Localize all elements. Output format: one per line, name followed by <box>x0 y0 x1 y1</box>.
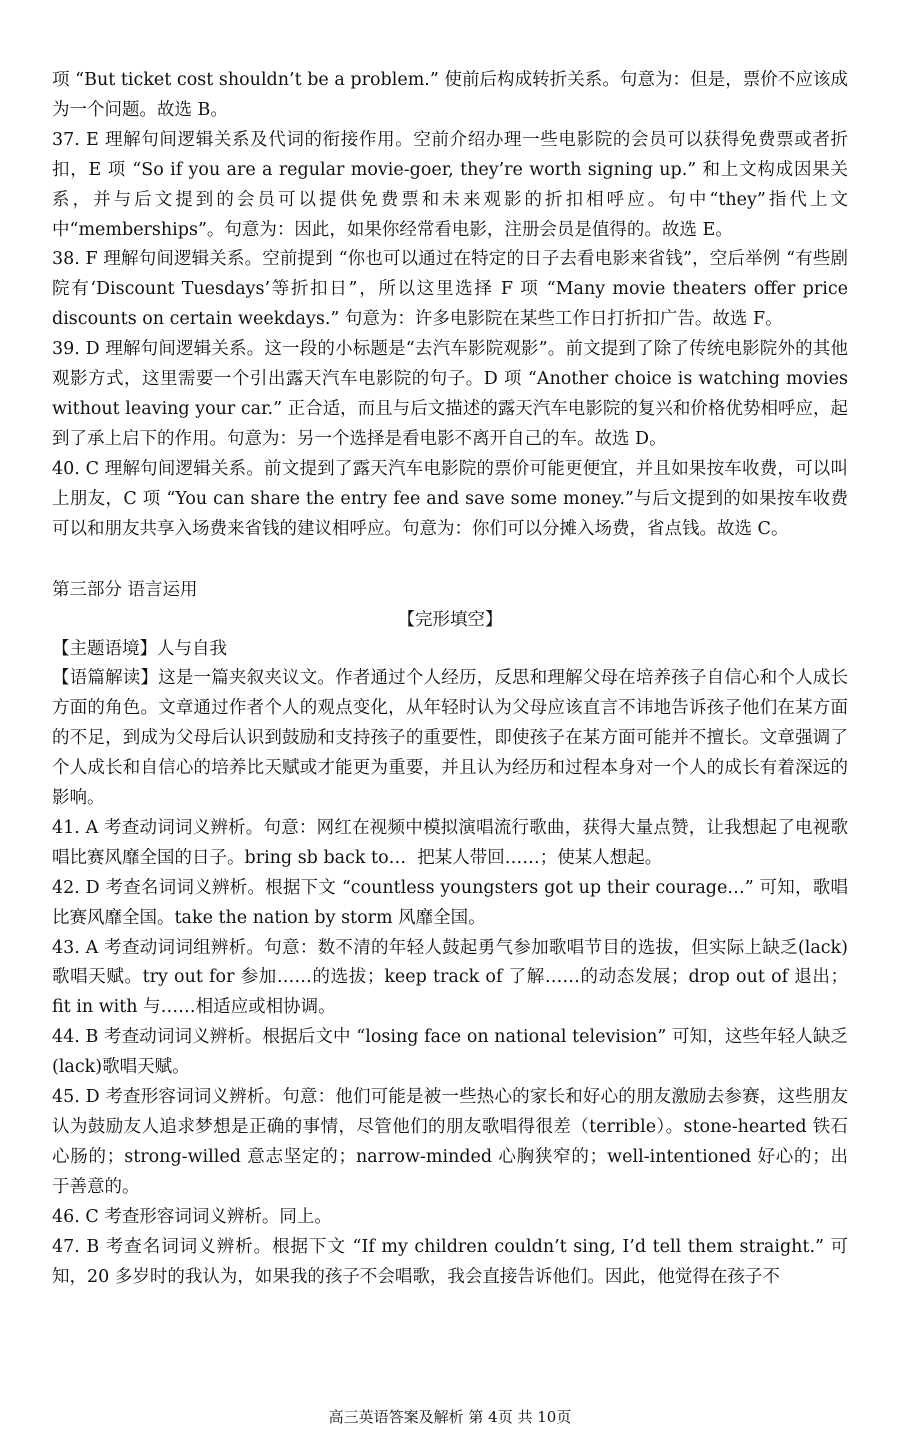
paragraph-47: 47. B 考查名词词义辨析。根据下文 “If my children couldn’t sing, I’d tell them straight.” 可知，20 多岁时的我认为，如果我的孩子不会唱歌，我会直接告诉他们。因此，他觉得在孩子不 <box>52 1236 848 1287</box>
section-title: 第三部分 语言运用 <box>52 579 198 600</box>
paragraph-41: 41. A 考查动词词义辨析。句意：网红在视频中模拟演唱流行歌曲，获得大量点赞，让我想起了电视歌唱比赛风靡全国的日子。bring sb back to… 把某人带回……；使某人想起。 <box>52 817 848 868</box>
paragraph-46: 46. C 考查形容词词义辨析。同上。 <box>52 1206 332 1227</box>
passage-analysis: 【语篇解读】这是一篇夹叙夹议文。作者通过个人经历，反思和理解父母在培养孩子自信心和个人成长方面的角色。文章通过作者个人的观点变化，从年轻时认为父母应该直言不讳地告诉孩子他们在某方面的不足，到成为父母后认识到鼓励和支持孩子的重要性，即使孩子在某方面可能并不擅长。文章强调了个人成长和自信心的培养比天赋或才能更为重要，并且认为经历和过程本身对一个人的成长有着深远的影响。 <box>52 668 848 809</box>
paragraph-39: 39. D 理解句间逻辑关系。这一段的小标题是“去汽车影院观影”。前文提到了除了传统电影院外的其他观影方式，这里需要一个引出露天汽车电影院的句子。D 项 “Another choice is watching movies without leaving your car.” 正合适，而且与后文描述的露天汽车电影院的复兴和价格优势相呼应，起到了承上启下的作用。句意为：另一个选择是看电影不离开自己的车。故选 D。 <box>52 339 854 449</box>
paragraph-40: 40. C 理解句间逻辑关系。前文提到了露天汽车电影院的票价可能更便宜，并且如果按车收费，可以叫上朋友，C 项 “You can share the entry fee and save some money.”与后文提到的如果按车收费可以和朋友共享入场费来省钱的建议相呼应。句意为：你们可以分摊入场费，省点钱。故选 C。 <box>52 458 848 539</box>
paragraph-45: 45. D 考查形容词词义辨析。句意：他们可能是被一些热心的家长和好心的朋友激励去参赛，这些朋友认为鼓励友人追求梦想是正确的事情，尽管他们的朋友歌唱得很差（terrible）。stone-hearted 铁石心肠的；strong-willed 意志坚定的；narrow-minded 心胸狭窄的；well-intentioned 好心的；出于善意的。 <box>52 1087 848 1197</box>
paragraph-42: 42. D 考查名词词义辨析。根据下文 “countless youngsters got up their courage…” 可知，歌唱比赛风靡全国。take the nation by storm 风靡全国。 <box>52 877 848 928</box>
theme-context: 【主题语境】人与自我 <box>52 638 227 659</box>
paragraph-43: 43. A 考查动词词组辨析。句意：数不清的年轻人鼓起勇气参加歌唱节目的选拔，但实际上缺乏(lack)歌唱天赋。try out for 参加……的选拔；keep track of 了解……的动态发展；drop out of 退出；fit in with 与……相适应或相协调。 <box>52 937 848 1018</box>
paragraph-44: 44. B 考查动词词义辨析。根据后文中 “losing face on national television” 可知，这些年轻人缺乏(lack)歌唱天赋。 <box>52 1027 848 1078</box>
page-footer: 高三英语答案及解析 第 4页 共 10页 <box>328 1408 572 1426</box>
section-gap <box>52 545 848 575</box>
subsection-title: 【完形填空】 <box>397 609 503 630</box>
paragraph-37: 37. E 理解句间逻辑关系及代词的衔接作用。空前介绍办理一些电影院的会员可以获得免费票或者折扣，E 项 “So if you are a regular movie-goer, they’re worth signing up.” 和上文构成因果关系，并与后文提到的会员可以提供免费票和未来观影的折扣相呼应。句中“they”指代上文中“memberships”。句意为：因此，如果你经常看电影，注册会员是值得的。故选 E。 <box>52 129 848 240</box>
answer-page <box>52 66 854 1292</box>
paragraph-36-end: 项 “But ticket cost shouldn’t be a problem.” 使前后构成转折关系。句意为：但是，票价不应该成为一个问题。故选 B。 <box>52 70 848 120</box>
paragraph-38: 38. F 理解句间逻辑关系。空前提到 “你也可以通过在特定的日子去看电影来省钱”，空后举例 “有些剧院有‘Discount Tuesdays’等折扣日”，所以这里选择 F 项 “Many movie theaters offer price discounts on certain weekdays.” 句意为：许多电影院在某些工作日打折扣广告。故选 F。 <box>52 249 854 330</box>
